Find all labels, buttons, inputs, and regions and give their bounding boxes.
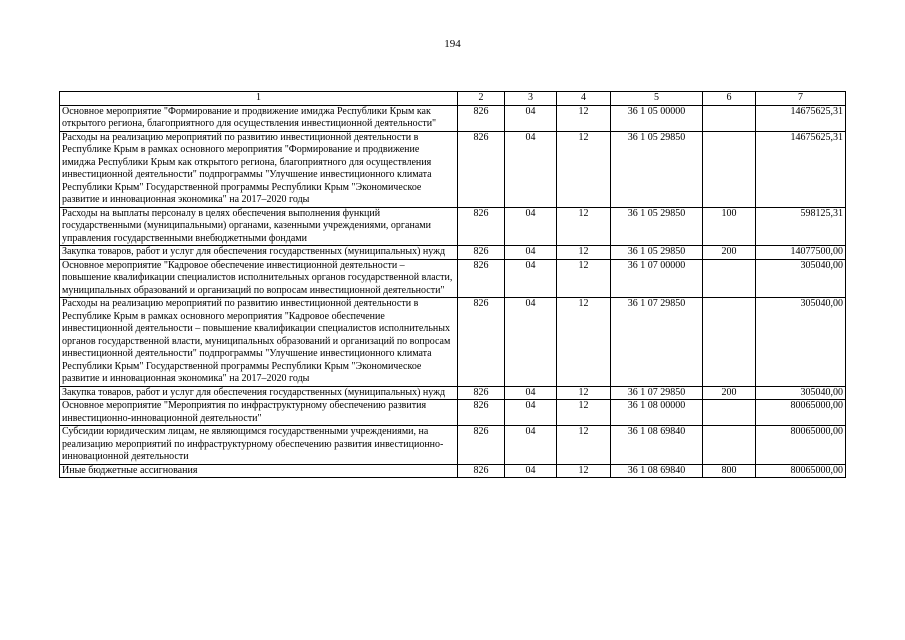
expense-type-code [703, 426, 756, 465]
row-name: Расходы на реализацию мероприятий по развитию инвестиционной деятельности в Республике Крым в рамках основного мероприятия "Кадровое обеспечение инвестиционной деятельности – повышение квалификации специалистов исполнительных органов государственной власти, муниципальных образований и организаций по вопросам инвестиционной деятельности" подпрограммы "Улучшение инвестиционного климата Республики Крым" Государственной программы Республики Крым "Экономическое развитие и инновационная экономика" на 2017–2020 годы [60, 298, 458, 387]
ministry-code: 826 [458, 464, 505, 478]
ministry-code: 826 [458, 207, 505, 246]
table-row [60, 400, 846, 426]
amount: 305040,00 [756, 298, 846, 387]
column-header: 6 [703, 92, 756, 106]
row-name: Закупка товаров, работ и услуг для обеспечения государственных (муниципальных) нужд [60, 386, 458, 400]
row-name: Основное мероприятие "Формирование и продвижение имиджа Республики Крым как открытого региона, благоприятного для осуществления инвестиционной деятельности" [60, 105, 458, 131]
expense-type-code: 100 [703, 207, 756, 246]
target-article-code: 36 1 08 69840 [611, 464, 703, 478]
ministry-code: 826 [458, 426, 505, 465]
expense-type-code: 800 [703, 464, 756, 478]
amount: 305040,00 [756, 259, 846, 298]
page-number: 194 [444, 38, 461, 50]
target-article-code: 36 1 08 00000 [611, 400, 703, 426]
row-name: Расходы на реализацию мероприятий по развитию инвестиционной деятельности в Республике Крым в рамках основного мероприятия "Формирование и продвижение имиджа Республики Крым как открытого региона, благоприятного для осуществления инвестиционной деятельности" подпрограммы "Улучшение инвестиционного климата Республики Крым" Государственной программы Республики Крым "Экономическое развитие и инновационная экономика" на 2017–2020 годы [60, 131, 458, 207]
amount: 80065000,00 [756, 464, 846, 478]
section-code: 04 [505, 400, 557, 426]
subsection-code: 12 [557, 400, 611, 426]
section-code: 04 [505, 246, 557, 260]
column-header: 4 [557, 92, 611, 106]
target-article-code: 36 1 05 29850 [611, 246, 703, 260]
expense-type-code: 200 [703, 386, 756, 400]
column-header: 7 [756, 92, 846, 106]
column-header: 2 [458, 92, 505, 106]
column-header: 3 [505, 92, 557, 106]
amount: 14077500,00 [756, 246, 846, 260]
subsection-code: 12 [557, 246, 611, 260]
target-article-code: 36 1 07 29850 [611, 386, 703, 400]
expense-type-code [703, 105, 756, 131]
table-row [60, 246, 846, 260]
column-header: 1 [60, 92, 458, 106]
row-name: Иные бюджетные ассигнования [60, 464, 458, 478]
ministry-code: 826 [458, 400, 505, 426]
section-code: 04 [505, 259, 557, 298]
amount: 80065000,00 [756, 400, 846, 426]
budget-table [59, 91, 846, 478]
expense-type-code: 200 [703, 246, 756, 260]
row-name: Основное мероприятие "Кадровое обеспечение инвестиционной деятельности – повышение квалификации специалистов исполнительных органов государственной власти, муниципальных образований и организаций по вопросам инвестиционной деятельности" [60, 259, 458, 298]
target-article-code: 36 1 08 69840 [611, 426, 703, 465]
row-name: Основное мероприятие "Мероприятия по инфраструктурному обеспечению развития инвестиционно-инновационной деятельности" [60, 400, 458, 426]
expense-type-code [703, 400, 756, 426]
table-row [60, 105, 846, 131]
target-article-code: 36 1 05 00000 [611, 105, 703, 131]
row-name: Расходы на выплаты персоналу в целях обеспечения выполнения функций государственными (муниципальными) органами, казенными учреждениями, органами управления государственными внебюджетными фондами [60, 207, 458, 246]
amount: 305040,00 [756, 386, 846, 400]
expense-type-code [703, 298, 756, 387]
table-row [60, 131, 846, 207]
amount: 598125,31 [756, 207, 846, 246]
ministry-code: 826 [458, 386, 505, 400]
target-article-code: 36 1 05 29850 [611, 131, 703, 207]
subsection-code: 12 [557, 207, 611, 246]
ministry-code: 826 [458, 131, 505, 207]
section-code: 04 [505, 105, 557, 131]
amount: 14675625,31 [756, 131, 846, 207]
table-row [60, 464, 846, 478]
row-name: Субсидии юридическим лицам, не являющимся государственными учреждениями, на реализацию мероприятий по инфраструктурному обеспечению развития инвестиционно-инновационной деятельности [60, 426, 458, 465]
amount: 80065000,00 [756, 426, 846, 465]
subsection-code: 12 [557, 464, 611, 478]
section-code: 04 [505, 426, 557, 465]
ministry-code: 826 [458, 298, 505, 387]
subsection-code: 12 [557, 426, 611, 465]
expense-type-code [703, 259, 756, 298]
target-article-code: 36 1 07 00000 [611, 259, 703, 298]
table-row [60, 298, 846, 387]
ministry-code: 826 [458, 259, 505, 298]
header-row [60, 92, 846, 106]
subsection-code: 12 [557, 105, 611, 131]
target-article-code: 36 1 05 29850 [611, 207, 703, 246]
table-row [60, 386, 846, 400]
column-header: 5 [611, 92, 703, 106]
table-row [60, 207, 846, 246]
expense-type-code [703, 131, 756, 207]
subsection-code: 12 [557, 131, 611, 207]
section-code: 04 [505, 131, 557, 207]
subsection-code: 12 [557, 386, 611, 400]
ministry-code: 826 [458, 105, 505, 131]
section-code: 04 [505, 298, 557, 387]
row-name: Закупка товаров, работ и услуг для обеспечения государственных (муниципальных) нужд [60, 246, 458, 260]
subsection-code: 12 [557, 259, 611, 298]
section-code: 04 [505, 464, 557, 478]
section-code: 04 [505, 386, 557, 400]
target-article-code: 36 1 07 29850 [611, 298, 703, 387]
subsection-code: 12 [557, 298, 611, 387]
ministry-code: 826 [458, 246, 505, 260]
section-code: 04 [505, 207, 557, 246]
table-row [60, 259, 846, 298]
amount: 14675625,31 [756, 105, 846, 131]
table-row [60, 426, 846, 465]
